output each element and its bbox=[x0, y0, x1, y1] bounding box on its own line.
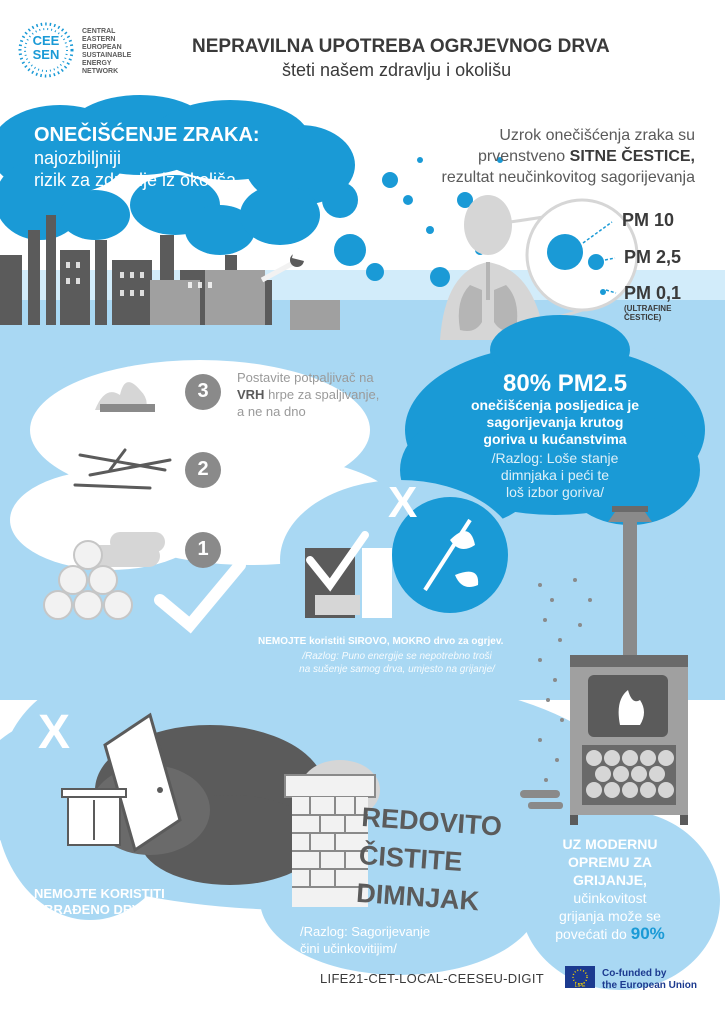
logo-mark-line2: SEN bbox=[32, 47, 60, 62]
pm25-label: PM 2,5 bbox=[624, 247, 682, 267]
modern-equipment-text bbox=[535, 835, 685, 943]
air-line2: rizik za zdravlje iz okoliša bbox=[34, 170, 237, 190]
air-heading: ONEČIŠĆENJE ZRAKA: bbox=[34, 124, 260, 146]
modern-line2: OPREMU ZA bbox=[568, 854, 652, 870]
cofund-line2: the European Union bbox=[602, 980, 697, 991]
cofund-text bbox=[602, 968, 697, 992]
x-mark-wet-wood: X bbox=[388, 478, 418, 527]
modern-line6 bbox=[535, 925, 685, 943]
chimney-reason-line1: /Razlog: Sagorijevanje bbox=[300, 924, 431, 939]
wet-wood-reason-line1: /Razlog: Puno energije se nepotrebno troši bbox=[302, 651, 492, 662]
logo-mark bbox=[28, 34, 64, 62]
logo-mark-line1: CEE bbox=[32, 33, 60, 48]
chimney-word2: ČISTITE bbox=[357, 839, 464, 878]
step-number-2: 2 bbox=[197, 458, 209, 480]
treated-reason-line1: /Razlog: Pri sagorijevanju bbox=[34, 922, 182, 937]
step3-text bbox=[237, 369, 379, 420]
stat-headline: 80% PM2.5 bbox=[503, 370, 628, 397]
stat-body bbox=[440, 397, 670, 448]
page-subtitle: šteti našem zdravlju i okolišu bbox=[282, 60, 512, 80]
treated-title-line2: OBRAĐENO DRVO bbox=[34, 902, 151, 917]
chimney-headline bbox=[355, 798, 503, 922]
cause-line2-pre: prvenstveno bbox=[478, 148, 570, 165]
treated-wood-reason bbox=[34, 921, 181, 955]
cause-line2 bbox=[345, 146, 695, 167]
modern-line4: učinkovitost bbox=[573, 890, 647, 906]
footer-project-code: LIFE21-CET-LOCAL-CEESEU-DIGIT bbox=[320, 971, 544, 986]
ultrafine-label bbox=[624, 304, 671, 322]
treated-reason-line2: ispušta otrovne čestice/ bbox=[34, 939, 170, 954]
chimney-reason bbox=[300, 923, 430, 957]
chimney-word3: DIMNJAK bbox=[355, 877, 481, 917]
modern-line3: GRIJANJE, bbox=[573, 872, 647, 888]
step-number-1: 1 bbox=[197, 538, 209, 560]
pm10-label: PM 10 bbox=[622, 210, 675, 230]
page-title: NEPRAVILNA UPOTREBA OGRJEVNOG DRVA bbox=[192, 36, 610, 57]
eu-flag-label: LIFE bbox=[574, 983, 586, 989]
logo-org-line: EASTERN bbox=[82, 36, 116, 43]
stat-line1: onečišćenja posljedica je bbox=[470, 397, 640, 413]
chimney-word1: REDOVITO bbox=[360, 801, 503, 842]
wet-wood-reason bbox=[262, 650, 532, 676]
stat-line3: goriva u kućanstvima bbox=[483, 431, 627, 447]
cause-text bbox=[345, 125, 695, 188]
stat-reason-line2: dimnjaka i peći te bbox=[500, 467, 610, 483]
stat-reason bbox=[455, 450, 655, 501]
ultrafine-line2: ČESTICE) bbox=[624, 313, 662, 322]
wet-wood-reason-line2: na sušenje samog drva, umjesto na grijanje/ bbox=[299, 664, 495, 675]
treated-title-line1: NEMOJTE KORISTITI bbox=[34, 886, 165, 901]
stat-line2: sagorijevanja krutog bbox=[486, 414, 624, 430]
step3-vrh: VRH bbox=[237, 387, 265, 402]
step3-line1: Postavite potpaljivač na bbox=[237, 370, 374, 385]
cause-line2-bold: SITNE ČESTICE, bbox=[569, 148, 695, 165]
wet-wood-title: NEMOJTE koristiti SIROVO, MOKRO drvo za ogrjev. bbox=[258, 636, 504, 647]
treated-wood-title bbox=[34, 886, 165, 918]
logo-org-line: ENERGY bbox=[82, 60, 112, 67]
ultrafine-line1: (ULTRAFINE bbox=[624, 304, 672, 313]
cofund-line1: Co-funded by bbox=[602, 968, 667, 979]
pm01-label: PM 0,1 bbox=[624, 283, 682, 303]
chimney-reason-line2: čini učinkovitijim/ bbox=[300, 941, 397, 956]
cabinet-icon bbox=[62, 789, 126, 845]
step3-line3: a ne na dno bbox=[237, 404, 306, 419]
x-mark-treated-wood: X bbox=[38, 706, 71, 759]
stat-reason-line3: loš izbor goriva/ bbox=[505, 484, 605, 500]
stat-reason-line1: /Razlog: Loše stanje bbox=[491, 450, 619, 466]
logo-org-line: NETWORK bbox=[82, 68, 119, 75]
logo-org-line: SUSTAINABLE bbox=[82, 52, 132, 59]
cause-line1: Uzrok onečišćenja zraka su bbox=[499, 127, 695, 144]
step3-line2 bbox=[237, 386, 379, 403]
step-number-3: 3 bbox=[197, 380, 209, 402]
modern-line1: UZ MODERNU bbox=[562, 836, 658, 852]
modern-pct: 90% bbox=[630, 924, 665, 943]
logo-org-name bbox=[82, 28, 131, 76]
step3-line2-rest: hrpe za spaljivanje, bbox=[264, 387, 380, 402]
logo-org-line: CENTRAL bbox=[82, 28, 116, 35]
modern-line6-pre: povećati do bbox=[555, 926, 631, 942]
air-line1: najozbiljniji bbox=[34, 148, 122, 168]
logo-org-line: EUROPEAN bbox=[82, 44, 122, 51]
modern-line5: grijanja može se bbox=[559, 908, 661, 924]
cause-line3: rezultat neučinkovitog sagorijevanja bbox=[441, 169, 695, 186]
